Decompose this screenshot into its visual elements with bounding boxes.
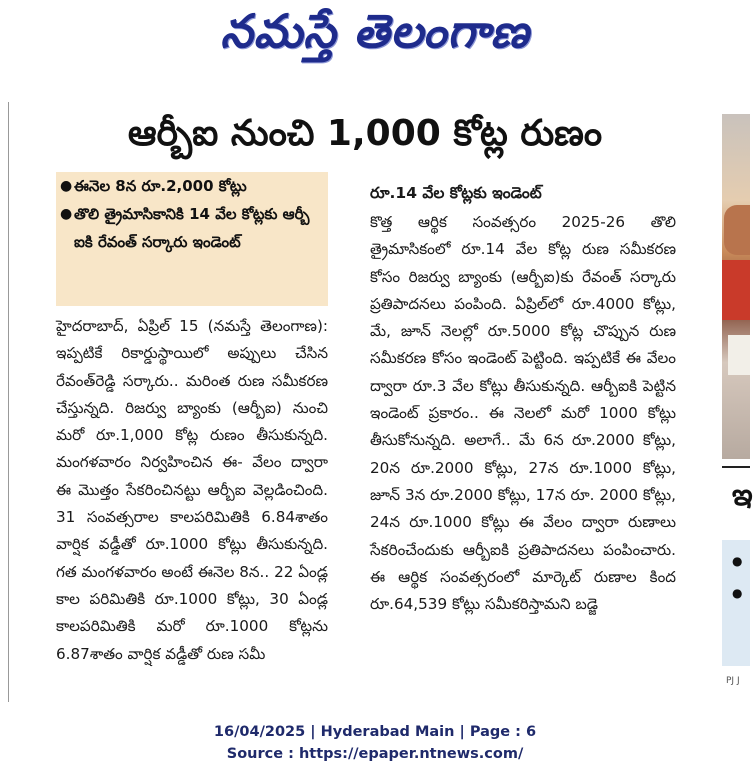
adjacent-caption: PJ J xyxy=(726,676,740,686)
photo-person xyxy=(724,205,750,255)
footer-date-edition: 16/04/2025 | Hyderabad Main | Page : 6 xyxy=(213,724,537,740)
bullet-icon: ● xyxy=(60,206,73,222)
highlight-item xyxy=(56,172,328,200)
bullet-icon: ● xyxy=(60,178,73,194)
article-column-2 xyxy=(370,181,676,618)
clipping-border xyxy=(8,102,9,702)
column-subhead: రూ.14 వేల కోట్లకు ఇండెంట్ xyxy=(370,184,542,202)
footer-source: Source : https://epaper.ntnews.com/ xyxy=(226,746,524,762)
highlight-text: తొలి త్రైమాసికానికి 14 వేల కోట్లకు ఆర్బీ ఐకి రేవంత్ సర్కారు ఇండెంట్ xyxy=(74,205,310,251)
photo-document xyxy=(728,335,750,375)
adjacent-divider xyxy=(722,466,750,468)
article-headline: ఆర్బీఐ నుంచి 1,000 కోట్ల రుణం xyxy=(127,113,603,154)
bullet-icon: ● xyxy=(732,554,743,568)
article-column-1: హైదరాబాద్, ఏప్రిల్ 15 (నమస్తే తెలంగాణ): ఇప్పటికే రికార్డుస్థాయిలో అప్పులు చేసిన రేవంత్‌రెడ్డి సర్కారు.. మరింత రుణ సమీకరణ చేస్తున్నది. రిజర్వు బ్యాంకు (ఆర్బీఐ) నుంచి మరో రూ.1,000 కోట్ల రుణం తీసుకున్నది. మంగళవారం నిర్వహించిన ఈ- వేలం ద్వారా ఈ మొత్తం సేకరించినట్టు ఆర్బీఐ వెల్లడించింది. 31 సంవత్సరాల కాలపరిమితికి 6.84శాతం వార్షిక వడ్డీతో రూ.1000 కోట్లు తీసుకున్నది. గత మంగళవారం అంటే ఈనెల 8న.. 22 ఏండ్ల కాల పరిమితికి రూ.1000 కోట్లు, 30 ఏండ్ల కాలపరిమితికి మరో రూ.1000 కోట్లను 6.87శాతం వార్షిక వడ్డీతో రుణ సమీ xyxy=(56,317,328,663)
highlights-box xyxy=(56,172,328,306)
masthead xyxy=(0,0,750,70)
column-2-body: కొత్త ఆర్థిక సంవత్సరం 2025-26 తొలి త్రైమాసికంలో రూ.14 వేల కోట్ల రుణ సమీకరణ కోసం రిజర్వు బ్యాంకు (ఆర్బీఐ)కు రేవంత్ సర్కారు ప్రతిపాదనలు పంపింది. ఏప్రిల్‌లో రూ.4000 కోట్లు, మే, జూన్ నెలల్లో రూ.5000 కోట్ల చొప్పున రుణ సమీకరణ కోసం ఇండెంట్ పెట్టింది. ఇప్పటికే ఈ వేలం ద్వారా రూ.3 వేల కోట్లు తీసుకున్నది. ఆర్బీఐకి పెట్టిన ఇండెంట్ ప్రకారం.. ఈ నెలలో మరో 1000 కోట్లు తీసుకోనున్నది. అలాగే.. మే 6న రూ.2000 కోట్లు, 20న రూ.2000 కోట్లు, 27న రూ.1000 కోట్లు, జూన్ 3న రూ.2000 కోట్లు, 17న రూ. 2000 కోట్లు, 24న రూ.1000 కోట్లు ఈ వేలం ద్వారా రుణాలు సేకరించేందుకు ఆర్బీఐకి ప్రతిపాదనలు పంపించారు. ఈ ఆర్థిక సంవత్సరంలో మార్కెట్ రుణాల కింద రూ.64,539 కోట్లు సమీకరిస్తామని బడ్జె xyxy=(370,213,676,614)
highlight-item xyxy=(56,200,328,256)
highlight-text: ఈనెల 8న రూ.2,000 కోట్లు xyxy=(74,177,247,195)
masthead-title: నమస్తే తెలంగాణ xyxy=(220,4,530,58)
bullet-icon: ● xyxy=(732,586,743,600)
photo-clothing xyxy=(722,260,750,320)
adjacent-headline: ఇ xyxy=(732,478,753,513)
